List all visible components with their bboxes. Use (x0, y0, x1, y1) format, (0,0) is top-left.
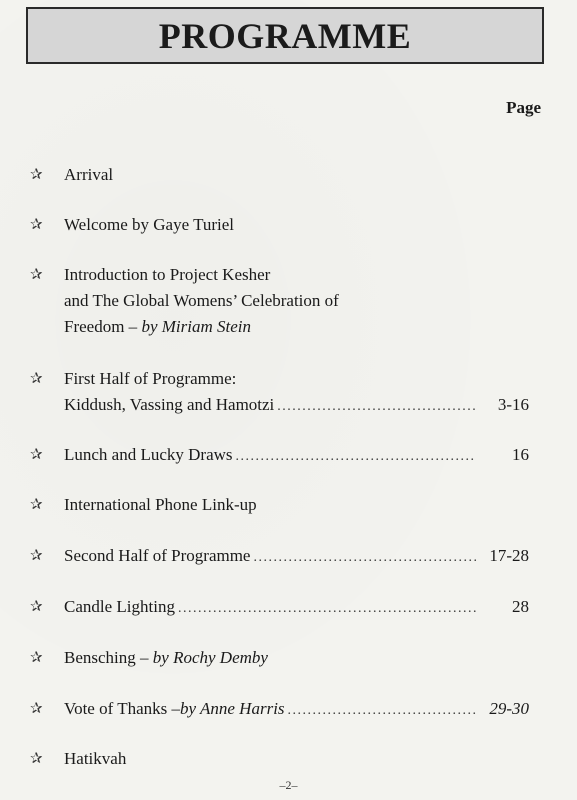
item-page-number: 29-30 (489, 699, 529, 718)
page-title: PROGRAMME (158, 15, 412, 56)
star-icon: ✰ (30, 701, 43, 717)
item-page-number: 28 (512, 597, 529, 616)
item-text: Second Half of Programme (64, 546, 251, 565)
item-text: Hatikvah (64, 749, 127, 768)
item-text-line (64, 442, 476, 470)
star-icon: ✰ (30, 447, 43, 463)
item-text: Welcome by Gaye Turiel (64, 215, 235, 234)
item-text: Candle Lighting (64, 597, 175, 616)
star-icon: ✰ (30, 217, 43, 233)
item-author: by Rochy Demby (152, 648, 268, 667)
star-icon: ✰ (30, 497, 43, 513)
star-icon: ✰ (30, 548, 43, 564)
star-icon: ✰ (30, 751, 43, 767)
item-text: Vote of Thanks – (64, 699, 181, 718)
item-text: and The Global Womens’ Celebration of (64, 291, 339, 310)
item-text-line (64, 594, 476, 622)
item-text: Freedom – (64, 317, 142, 336)
star-icon: ✰ (30, 371, 43, 387)
item-page-number: 16 (512, 445, 529, 464)
item-text-line (64, 314, 251, 340)
item-author: by Miriam Stein (141, 317, 251, 336)
page-footer-number: –2– (279, 778, 298, 792)
item-page-number: 3-16 (497, 395, 529, 414)
item-text-line (64, 543, 476, 571)
star-icon: ✰ (30, 599, 43, 615)
star-icon: ✰ (30, 267, 43, 283)
item-text-line (64, 392, 476, 420)
title-box (26, 7, 544, 64)
item-text: First Half of Programme: (64, 369, 237, 388)
item-text: International Phone Link-up (64, 495, 257, 514)
star-icon: ✰ (30, 650, 43, 666)
item-author: by Anne Harris (180, 699, 285, 718)
item-page-number: 17-28 (489, 546, 529, 565)
dot-leader (253, 545, 476, 571)
item-text-line (64, 645, 268, 671)
dot-leader (288, 698, 476, 724)
item-text: Lunch and Lucky Draws (64, 445, 233, 464)
dot-leader (178, 596, 476, 622)
item-text: Arrival (64, 165, 114, 184)
dot-leader (236, 444, 476, 470)
star-icon: ✰ (30, 167, 43, 183)
item-text: Bensching – (64, 648, 153, 667)
item-text: Kiddush, Vassing and Hamotzi (64, 395, 275, 414)
page-column-header: Page (506, 98, 541, 117)
dot-leader (277, 394, 476, 420)
item-text-line (64, 696, 476, 724)
item-text: Introduction to Project Kesher (64, 265, 271, 284)
